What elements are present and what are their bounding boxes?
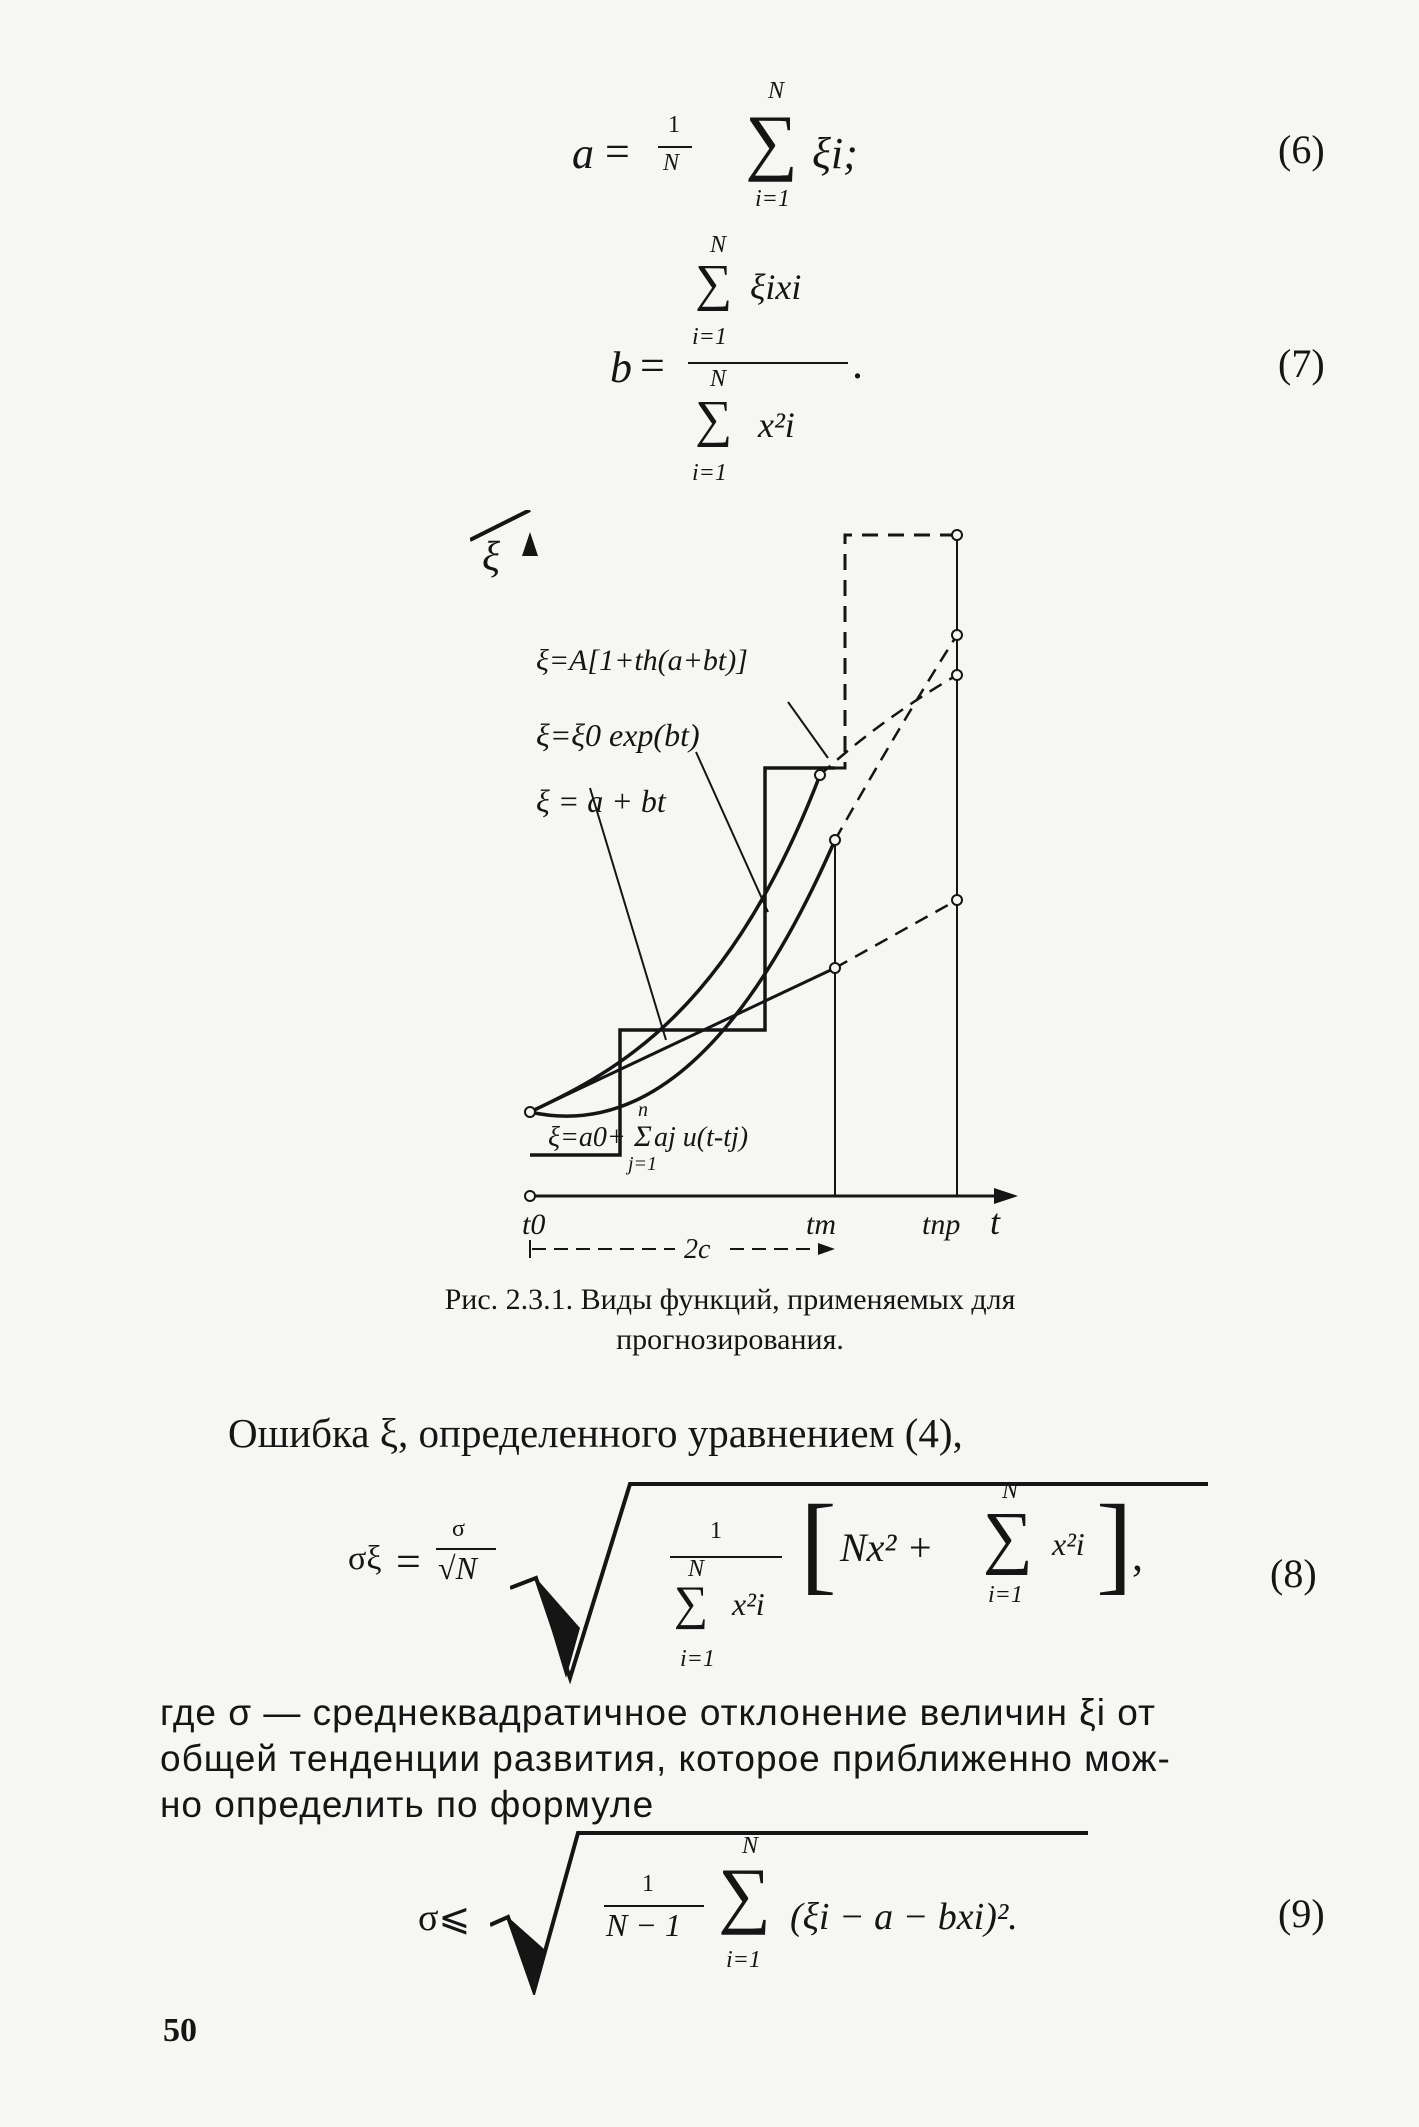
- equation-6: [560, 78, 960, 228]
- eq8-inner-sum-top: N: [688, 1556, 705, 1582]
- eq9-sigma: ∑: [718, 1854, 771, 1936]
- span-label: 2c: [684, 1234, 711, 1265]
- eq8-right-bracket: ]: [1096, 1482, 1133, 1604]
- eq7-den-term: x²i: [758, 405, 795, 445]
- equation-7: [600, 232, 920, 494]
- eq7-num-sigma: ∑: [695, 255, 733, 312]
- eq8-number: (8): [1270, 1551, 1317, 1596]
- point-axis-origin: [525, 1191, 535, 1201]
- eq6-sum-bottom: i=1: [755, 186, 790, 212]
- label-step-tail: aj u(t-tj): [654, 1122, 749, 1153]
- point-tnp-exp: [952, 630, 962, 640]
- eq7-num-sum-bottom: i=1: [692, 324, 727, 350]
- eq6-frac-bar: [658, 146, 692, 148]
- eq8-equals: =: [396, 1537, 421, 1586]
- where-line-3: но определить по формуле: [160, 1784, 655, 1825]
- eq8-lhs: σξ: [348, 1540, 382, 1577]
- linear-curve-forecast: [835, 900, 957, 968]
- eq8-inner-sum-bottom: i=1: [680, 1646, 715, 1672]
- label-step-n: n: [638, 1099, 648, 1121]
- tanh-curve: [530, 775, 820, 1112]
- label-step-sum: Σ: [634, 1120, 652, 1153]
- eq8-bracket-sum-top: N: [1002, 1478, 1019, 1504]
- eq6-sum-top: N: [768, 78, 785, 104]
- x-axis-label: t: [990, 1202, 1001, 1242]
- eq7-number: (7): [1278, 341, 1325, 386]
- eq9-frac-num: 1: [642, 1871, 654, 1897]
- y-axis-arrow: [522, 532, 538, 556]
- page-number: 50: [163, 2012, 197, 2049]
- point-tm-tanh: [815, 770, 825, 780]
- eq7-den-sum-bottom: i=1: [692, 460, 727, 486]
- eq7-dot: .: [852, 339, 863, 388]
- eq8-coef-num: σ: [452, 1516, 465, 1542]
- eq6-lhs: a: [572, 129, 594, 178]
- tanh-curve-forecast: [820, 675, 957, 775]
- span-arrow: [818, 1243, 835, 1255]
- eq8-bracket-term: Nx² +: [840, 1525, 934, 1570]
- pointer-tanh: [788, 702, 828, 758]
- eq9-sum-bottom: i=1: [726, 1947, 761, 1973]
- eq6-number: (6): [1278, 127, 1325, 172]
- eq9-lhs: σ⩽: [418, 1897, 471, 1939]
- where-line-2: общей тенденции развития, которое приближенно мож-: [160, 1738, 1171, 1779]
- eq7-frac-bar: [688, 362, 848, 364]
- eq8-comma: ,: [1132, 1531, 1143, 1580]
- eq8-bracket-sigma: ∑: [983, 1499, 1033, 1576]
- figure-caption: [300, 1280, 1160, 1360]
- equation-8: [340, 1478, 1180, 1693]
- caption-line-1: Рис. 2.3.1. Виды функций, применяемых для: [444, 1283, 1016, 1316]
- eq6-term: ξi;: [812, 129, 858, 178]
- label-exp: ξ=ξ0 exp(bt): [536, 717, 700, 753]
- step-function: [530, 768, 835, 1155]
- point-tm-linear: [830, 963, 840, 973]
- point-tnp-step: [952, 530, 962, 540]
- exp-curve-forecast: [835, 635, 957, 840]
- eq9-number: (9): [1278, 1891, 1325, 1936]
- eq9-frac-den: N − 1: [606, 1907, 681, 1943]
- point-origin: [525, 1107, 535, 1117]
- where-line-1: где σ — среднеквадратичное отклонение величин ξi от: [160, 1692, 1156, 1733]
- eq8-inner-sigma: ∑: [674, 1577, 709, 1630]
- eq6-frac-den: N: [663, 150, 680, 176]
- figure-forecast-functions: [470, 510, 1030, 1280]
- eq8-inner-num: 1: [710, 1518, 722, 1544]
- tick-tm: tm: [806, 1208, 836, 1241]
- eq8-inner-bar: [670, 1556, 782, 1558]
- eq8-left-bracket: [: [800, 1482, 837, 1604]
- eq6-equals: =: [605, 127, 630, 176]
- y-axis: [470, 510, 530, 540]
- label-step-head: ξ=a0+: [548, 1122, 626, 1153]
- label-tanh: ξ=A[1+th(a+bt)]: [536, 644, 748, 677]
- eq8-bracket-sum-bottom: i=1: [988, 1582, 1023, 1608]
- where-paragraph: [160, 1690, 1330, 1828]
- eq7-den-sum-top: N: [710, 366, 727, 392]
- eq6-sigma: ∑: [745, 101, 798, 183]
- point-tnp-tanh: [952, 670, 962, 680]
- eq9-term: (ξi − a − bxi)².: [790, 1896, 1018, 1938]
- exp-curve: [530, 840, 835, 1116]
- equation-9: [410, 1825, 1110, 1995]
- eq7-lhs: b: [610, 343, 632, 392]
- eq8-bracket-sum-term: x²i: [1052, 1526, 1085, 1562]
- point-tm-exp: [830, 835, 840, 845]
- eq8-inner-den-term: x²i: [732, 1586, 765, 1622]
- tick-t0: t0: [522, 1208, 546, 1241]
- pointer-exp: [696, 752, 768, 912]
- caption-line-2: прогнозирования.: [616, 1323, 844, 1356]
- pointer-lin: [590, 788, 666, 1040]
- eq8-coef-den: √N: [438, 1550, 477, 1586]
- error-intro-text: Ошибка ξ, определенного уравнением (4),: [228, 1410, 963, 1456]
- eq7-den-sigma: ∑: [695, 391, 733, 448]
- point-tnp-linear: [952, 895, 962, 905]
- y-axis-label: ξ: [482, 534, 500, 580]
- tick-tnp: tпр: [922, 1208, 961, 1241]
- eq7-num-sum-top: N: [710, 232, 727, 258]
- label-step-j: j=1: [628, 1153, 658, 1175]
- label-lin: ξ = a + bt: [536, 783, 666, 819]
- eq7-equals: =: [640, 341, 665, 390]
- eq6-frac-num: 1: [668, 112, 680, 138]
- eq9-sum-top: N: [742, 1833, 759, 1859]
- eq7-num-term: ξixi: [750, 267, 802, 307]
